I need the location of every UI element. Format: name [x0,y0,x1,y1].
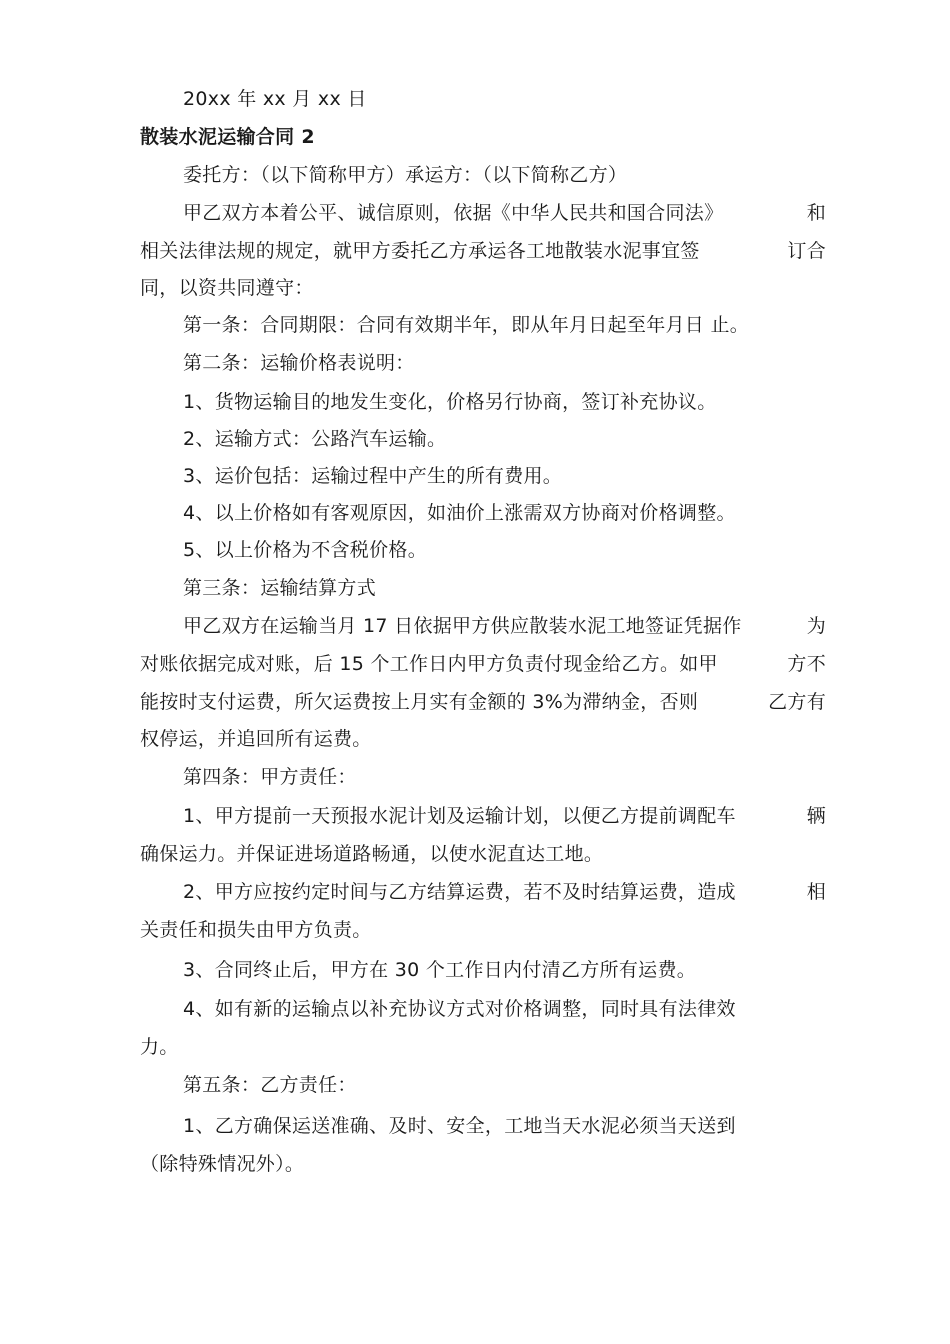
intro-line-1-tail: 和 [806,202,826,224]
parties-line: 委托方：（以下简称甲方）承运方：（以下简称乙方） [183,164,628,186]
section-title: 散装水泥运输合同 2 [140,126,315,148]
article-3-line-3-tail: 乙方有 [768,691,826,713]
article-4-item-1-tail: 辆 [806,805,826,827]
article-3-line-3 [140,689,840,715]
article-4-item-1-line-1 [183,803,826,829]
intro-line-2 [140,238,840,264]
article-1: 第一条：合同期限：合同有效期半年，即从年月日起至年月日 止。 [183,314,750,336]
article-4-item-2-line-1 [183,879,826,905]
article-3-line-3-text: 能按时支付运费，所欠运费按上月实有金额的 3%为滞纳金，否则 [140,691,699,713]
article-4-item-4-line-1: 4、如有新的运输点以补充协议方式对价格调整，同时具有法律效 [183,998,736,1020]
date-line: 20xx 年 xx 月 xx 日 [183,88,367,110]
article-4-item-3: 3、合同终止后，甲方在 30 个工作日内付清乙方所有运费。 [183,959,697,981]
intro-line-2-tail: 订合 [787,240,826,262]
article-4-item-4-line-2: 力。 [140,1036,179,1058]
article-3-line-1 [183,613,826,639]
article-3-line-2 [140,651,840,677]
article-4-heading: 第四条：甲方责任： [183,766,357,788]
intro-line-3: 同，以资共同遵守： [140,277,314,299]
article-4-item-2-text: 2、甲方应按约定时间与乙方结算运费，若不及时结算运费，造成 [183,881,736,903]
article-3-line-1-tail: 为 [806,615,826,637]
intro-line-2-text: 相关法律法规的规定，就甲方委托乙方承运各工地散装水泥事宜签 [140,240,700,262]
article-3-line-4: 权停运，并追回所有运费。 [140,728,372,750]
intro-line-1-text: 甲乙双方本着公平、诚信原则，依据《中华人民共和国合同法》 [183,202,724,224]
article-4-item-2-tail: 相 [806,881,826,903]
article-5-item-1-line-2: （除特殊情况外）。 [140,1153,305,1175]
article-5-heading: 第五条：乙方责任： [183,1074,357,1096]
article-3-line-2-text: 对账依据完成对账，后 15 个工作日内甲方负责付现金给乙方。如甲 [140,653,718,675]
article-3-line-1-text: 甲乙双方在运输当月 17 日依据甲方供应散装水泥工地签证凭据作 [183,615,742,637]
intro-line-1 [183,200,826,226]
article-3-line-2-tail: 方不 [787,653,826,675]
article-2-item: 1、货物运输目的地发生变化，价格另行协商，签订补充协议。 [183,391,717,413]
article-2-item: 4、以上价格如有客观原因，如油价上涨需双方协商对价格调整。 [183,502,736,524]
article-2-item: 3、运价包括：运输过程中产生的所有费用。 [183,465,563,487]
article-3-heading: 第三条：运输结算方式 [183,577,377,599]
article-4-item-1-line-2: 确保运力。并保证进场道路畅通，以使水泥直达工地。 [140,843,604,865]
article-5-item-1-line-1: 1、乙方确保运送准确、及时、安全，工地当天水泥必须当天送到 [183,1115,736,1137]
article-2-item: 5、以上价格为不含税价格。 [183,539,427,561]
article-4-item-2-line-2: 关责任和损失由甲方负责。 [140,919,372,941]
article-4-item-1-text: 1、甲方提前一天预报水泥计划及运输计划，以便乙方提前调配车 [183,805,736,827]
article-2-heading: 第二条：运输价格表说明： [183,352,415,374]
article-2-item: 2、运输方式：公路汽车运输。 [183,428,447,450]
